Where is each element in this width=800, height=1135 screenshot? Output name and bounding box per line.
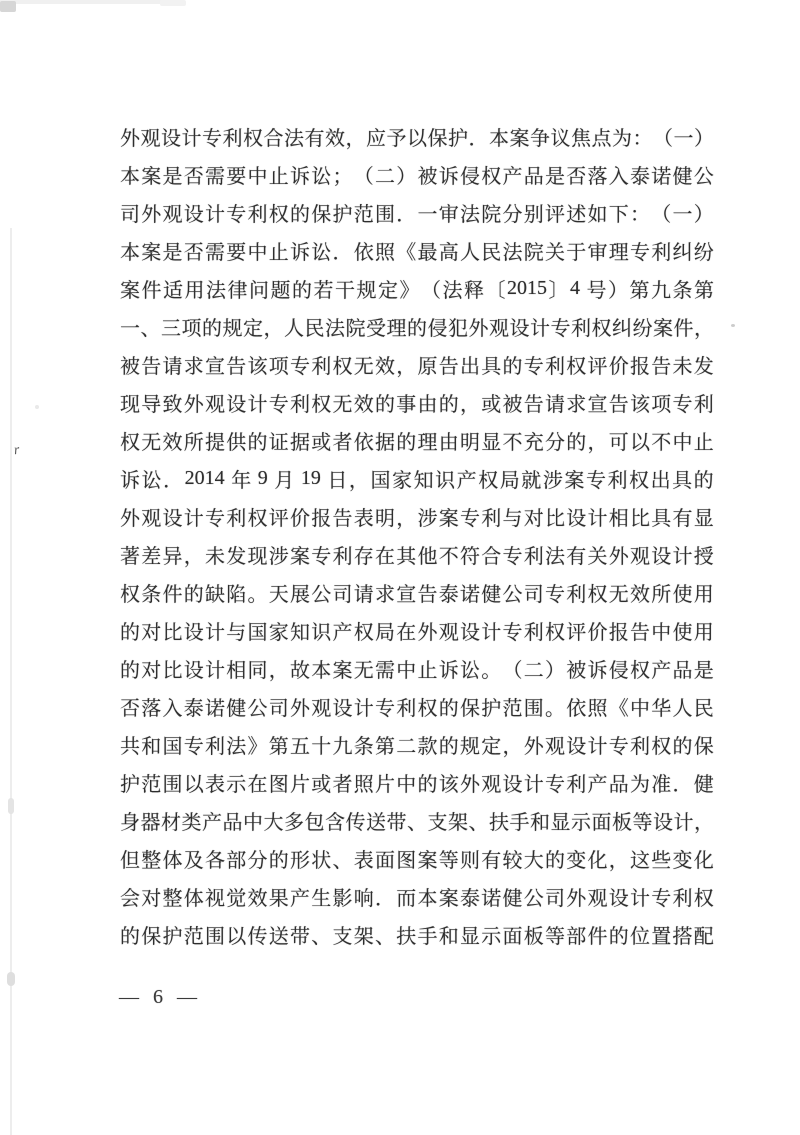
text-line: 本 案 是 否 需 要 中 止 诉 讼 ； （ 二 ） 被 诉 侵 权 产 品 是 否 落 入 泰 诺 健 公	[120, 165, 714, 188]
scan-artifact-left-smudge	[7, 972, 15, 986]
text-line: 诉 讼 ． 2014 年 9 月 19 日 ， 国 家 知 识 产 权 局 就 涉 案 专 利 权 出 具 的	[120, 466, 714, 492]
text-line: 但 整 体 及 各 部 分 的 形 状 、 表 面 图 案 等 则 有 较 大 的 变 化 ， 这 些 变 化	[120, 849, 714, 872]
scan-artifact-speck	[731, 324, 735, 327]
text-line: 护 范 围 以 表 示 在 图 片 或 者 照 片 中 的 该 外 观 设 计 专 利 产 品 为 准 ． 健	[120, 773, 714, 796]
text-line: 司 外 观 设 计 专 利 权 的 保 护 范 围 ． 一 审 法 院 分 别 评 述 如 下 ： （ 一 ）	[120, 203, 714, 226]
scan-artifact-left-smudge	[8, 798, 14, 814]
text-line: 的 保 护 范 围 以 传 送 带 、 支 架 、 扶 手 和 显 示 面 板 等 部 件 的 位 置 搭 配	[120, 925, 714, 948]
text-line: 被 告 请 求 宣 告 该 项 专 利 权 无 效 ， 原 告 出 具 的 专 利 权 评 价 报 告 未 发	[120, 355, 714, 378]
scan-artifact-speck	[35, 405, 39, 409]
text-line: 著 差 异 ， 未 发 现 涉 案 专 利 存 在 其 他 不 符 合 专 利 法 有 关 外 观 设 计 授	[120, 545, 714, 568]
text-line: 身 器 材 类 产 品 中 大 多 包 含 传 送 带 、 支 架 、 扶 手 和 显 示 面 板 等 设 计 ，	[120, 811, 714, 834]
scan-artifact-top-patch	[160, 0, 186, 6]
text-line: 共 和 国 专 利 法 》 第 五 十 九 条 第 二 款 的 规 定 ， 外 观 设 计 专 利 权 的 保	[120, 735, 714, 758]
text-line: 外 观 设 计 专 利 权 合 法 有 效 ， 应 予 以 保 护 ． 本 案 争 议 焦 点 为 ： （ 一 ）	[120, 127, 714, 150]
text-line: 案 件 适 用 法 律 问 题 的 若 干 规 定 》 （ 法 释 〔 2015 〕 4 号 ） 第 九 条 第	[120, 276, 714, 302]
text-line: 外 观 设 计 专 利 权 评 价 报 告 表 明 ， 涉 案 专 利 与 对 比 设 计 相 比 具 有 显	[120, 507, 714, 530]
text-line: 的 对 比 设 计 与 国 家 知 识 产 权 局 在 外 观 设 计 专 利 权 评 价 报 告 中 使 用	[120, 621, 714, 644]
text-line: 的 对 比 设 计 相 同 ， 故 本 案 无 需 中 止 诉 讼 。 （ 二 ） 被 诉 侵 权 产 品 是	[120, 659, 714, 682]
page-number: — 6 —	[119, 986, 199, 1008]
text-line: 权 无 效 所 提 供 的 证 据 或 者 依 据 的 理 由 明 显 不 充 分 的 ， 可 以 不 中 止	[120, 431, 714, 454]
scan-artifact-margin-mark: r	[13, 442, 21, 459]
text-line: 否 落 入 泰 诺 健 公 司 外 观 设 计 专 利 权 的 保 护 范 围 。 依 照 《 中 华 人 民	[120, 697, 714, 720]
scan-artifact-top-streak	[0, 0, 162, 4]
text-line: 一 、 三 项 的 规 定 ， 人 民 法 院 受 理 的 侵 犯 外 观 设 计 专 利 权 纠 纷 案 件 ，	[120, 317, 714, 340]
text-line: 会 对 整 体 视 觉 效 果 产 生 影 响 ． 而 本 案 泰 诺 健 公 司 外 观 设 计 专 利 权	[120, 887, 714, 910]
scan-artifact-left-line	[10, 228, 12, 1135]
text-line: 权 条 件 的 缺 陷 。 天 展 公 司 请 求 宣 告 泰 诺 健 公 司 专 利 权 无 效 所 使 用	[120, 583, 714, 606]
text-line: 本 案 是 否 需 要 中 止 诉 讼 ． 依 照 《 最 高 人 民 法 院 关 于 审 理 专 利 纠 纷	[120, 241, 714, 264]
scan-artifact-top-corner	[0, 1, 16, 12]
document-body-text	[120, 117, 714, 953]
text-line: 现 导 致 外 观 设 计 专 利 权 无 效 的 事 由 的 ， 或 被 告 请 求 宣 告 该 项 专 利	[120, 393, 714, 416]
